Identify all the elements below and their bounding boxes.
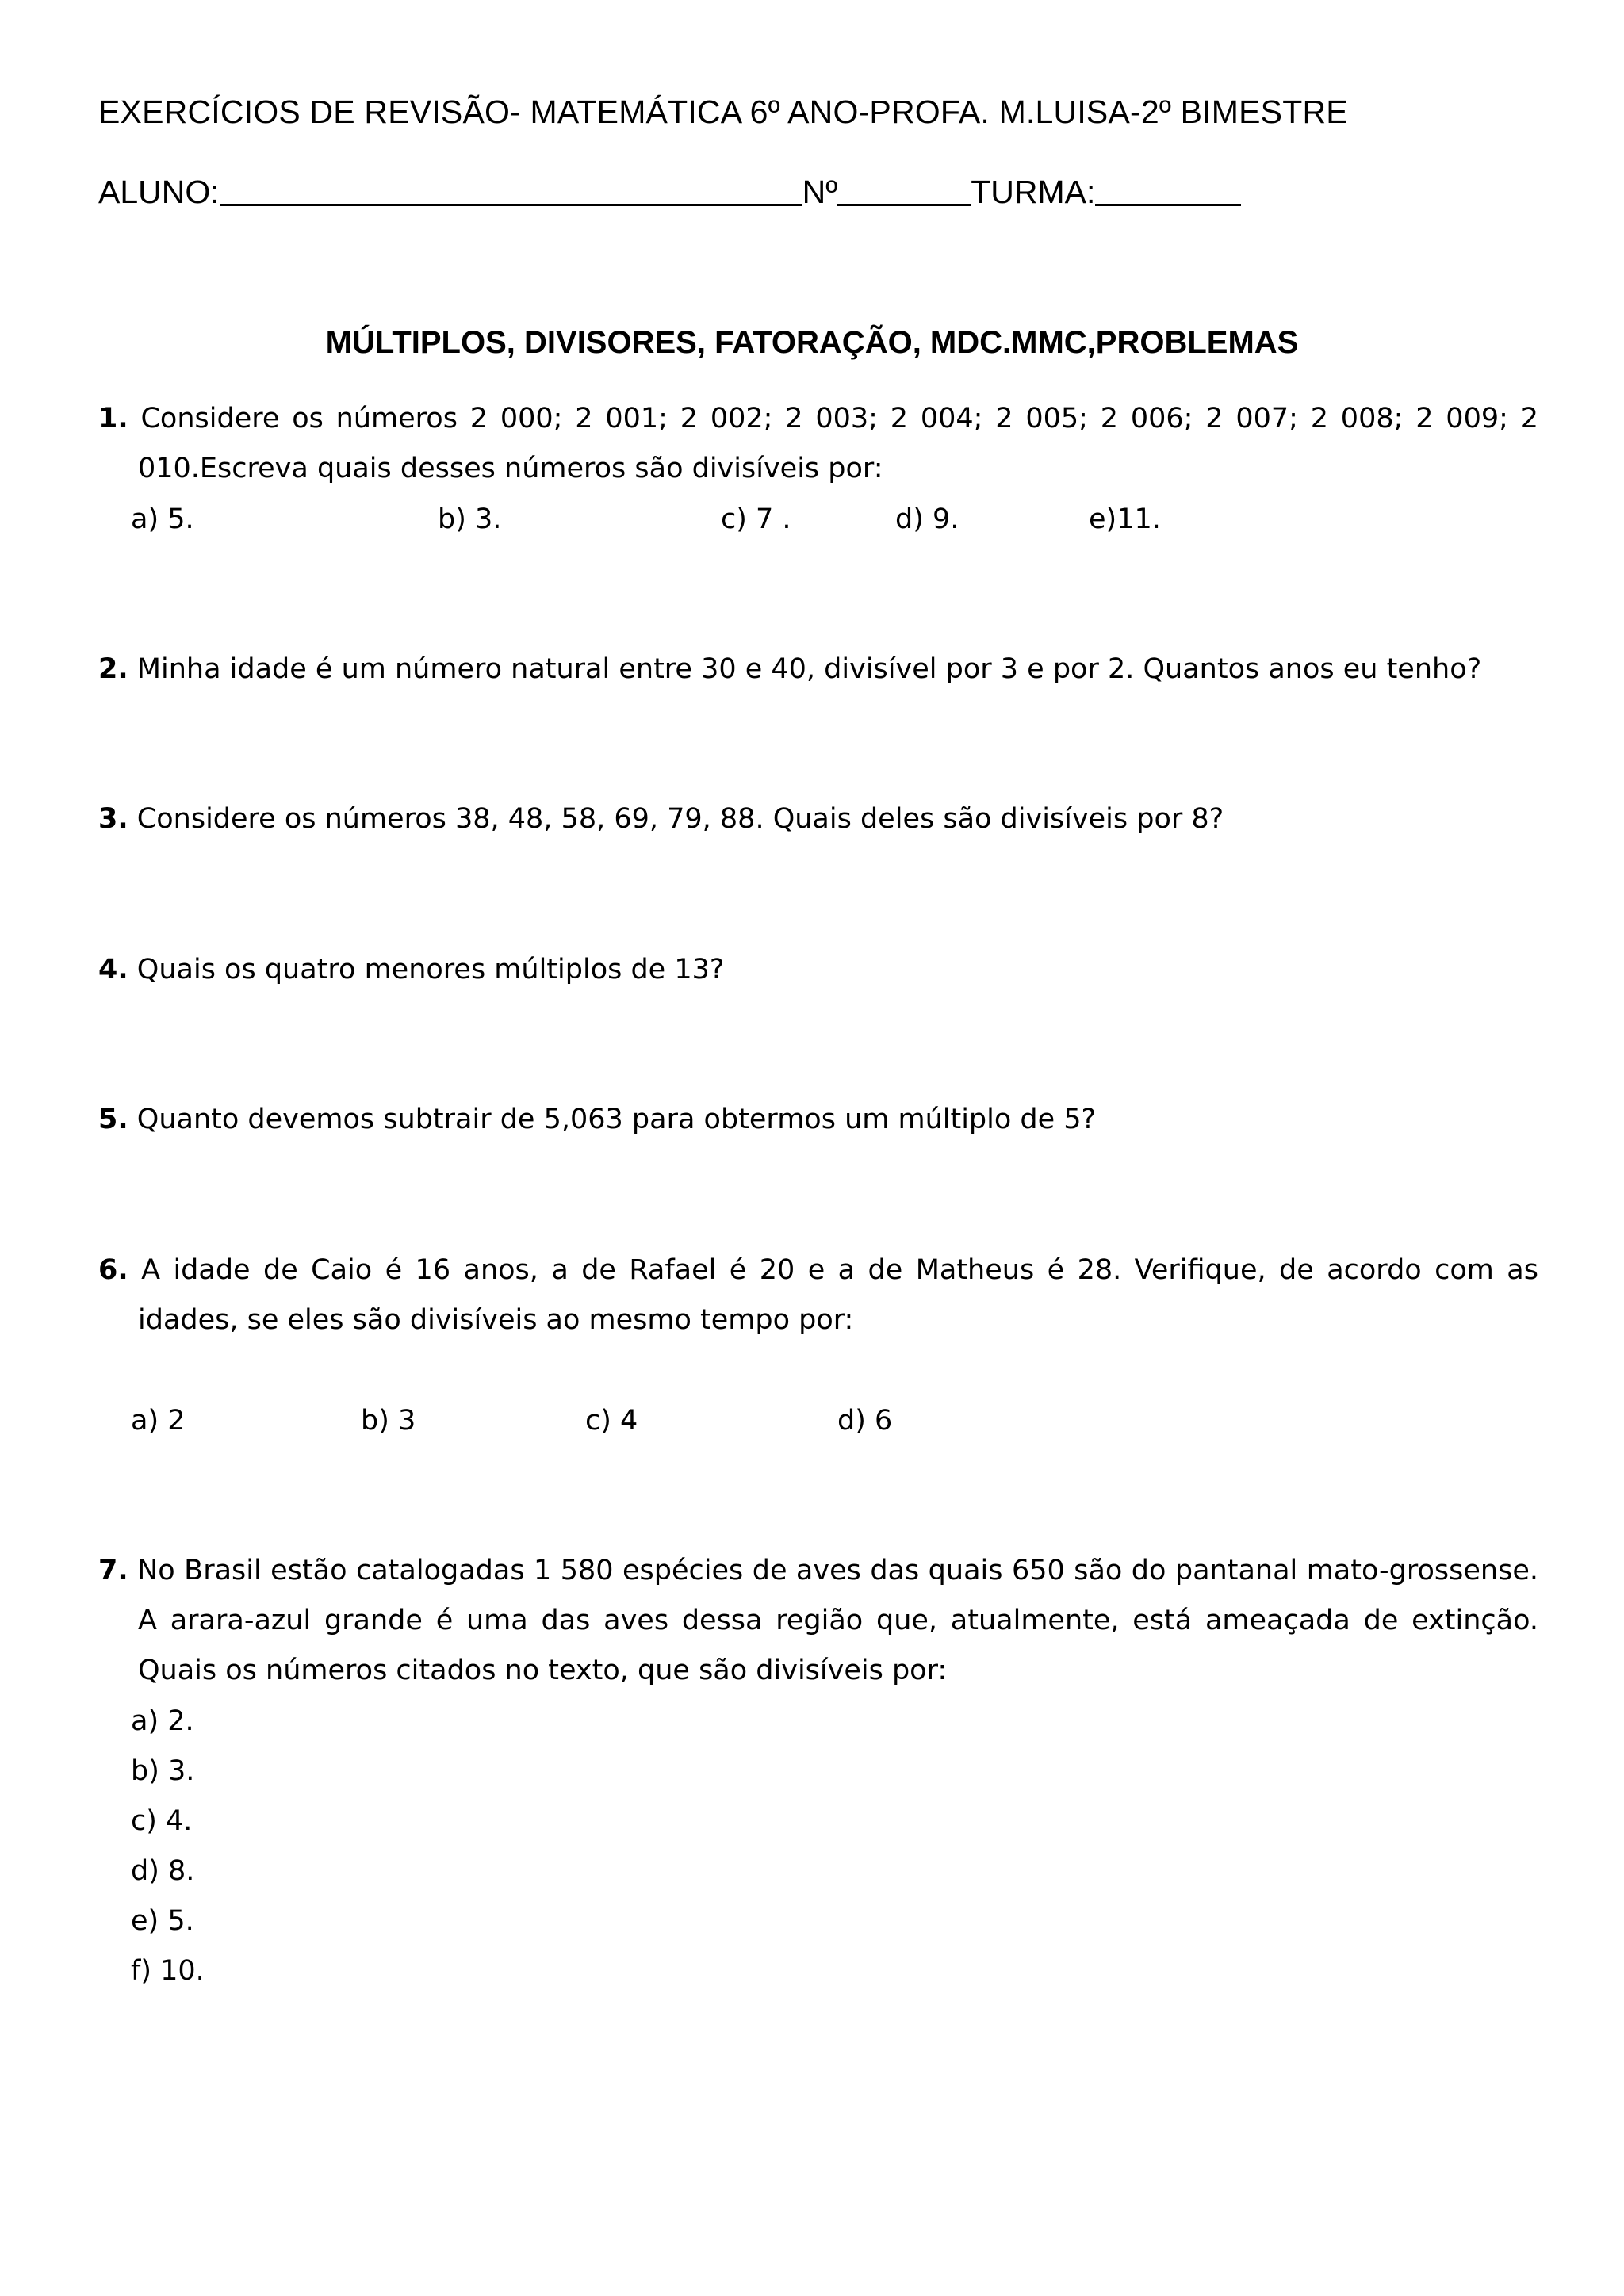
turma-label: TURMA: bbox=[971, 174, 1096, 210]
question-1 bbox=[98, 394, 1538, 494]
section-title: MÚLTIPLOS, DIVISORES, FATORAÇÃO, MDC.MMC,PROBLEMAS bbox=[325, 325, 1299, 360]
question-5 bbox=[98, 1095, 1538, 1145]
worksheet-title: EXERCÍCIOS DE REVISÃO- MATEMÁTICA 6º ANO-PROFA. M.LUISA-2º BIMESTRE bbox=[98, 94, 1348, 130]
option-c: c) 4. bbox=[131, 1805, 193, 1837]
question-4 bbox=[98, 945, 1538, 995]
question-text: Considere os números 38, 48, 58, 69, 79, 88. Quais deles são divisíveis por 8? bbox=[136, 803, 1224, 835]
option-d: d) 9. bbox=[895, 503, 959, 535]
option-e: e) 5. bbox=[131, 1905, 194, 1937]
question-6 bbox=[98, 1246, 1538, 1345]
option-b: b) 3. bbox=[131, 1755, 195, 1787]
question-number: 6. bbox=[98, 1254, 128, 1286]
question-number: 1. bbox=[98, 403, 128, 434]
question-text: Minha idade é um número natural entre 30 e 40, divisível por 3 e por 2. Quantos anos eu tenho? bbox=[136, 653, 1482, 685]
question-number: 4. bbox=[98, 954, 128, 985]
option-b: b) 3 bbox=[361, 1405, 416, 1437]
option-d: d) 8. bbox=[131, 1855, 195, 1887]
numero-label: Nº bbox=[802, 174, 838, 210]
question-text: A idade de Caio é 16 anos, a de Rafael é 20 e a de Matheus é 28. Verifique, de acordo com as idades, se eles são divisíveis ao mesmo tempo por: bbox=[138, 1254, 1538, 1336]
option-c: c) 7 . bbox=[721, 503, 791, 535]
question-number: 2. bbox=[98, 653, 128, 685]
question-text: Considere os números 2 000; 2 001; 2 002; 2 003; 2 004; 2 005; 2 006; 2 007; 2 008; 2 009; 2 010.Escreva quais desses números são divisíveis por: bbox=[138, 403, 1538, 484]
question-6-options bbox=[131, 1396, 1082, 1446]
student-info-line bbox=[98, 169, 1241, 211]
option-e: e)11. bbox=[1089, 503, 1161, 535]
question-number: 7. bbox=[98, 1555, 128, 1586]
option-b: b) 3. bbox=[438, 503, 502, 535]
question-number: 5. bbox=[98, 1104, 128, 1135]
option-c: c) 4 bbox=[585, 1405, 638, 1437]
question-text: Quanto devemos subtrair de 5,063 para obtermos um múltiplo de 5? bbox=[136, 1104, 1097, 1135]
question-2 bbox=[98, 645, 1538, 695]
numero-blank bbox=[837, 169, 971, 206]
question-number: 3. bbox=[98, 803, 128, 835]
question-1-options bbox=[131, 495, 1320, 545]
aluno-blank bbox=[220, 169, 802, 206]
question-7-options bbox=[131, 1697, 205, 1996]
turma-blank bbox=[1095, 169, 1241, 206]
question-3 bbox=[98, 794, 1538, 844]
question-7 bbox=[98, 1546, 1538, 1696]
option-a: a) 2 bbox=[131, 1405, 186, 1437]
aluno-label: ALUNO: bbox=[98, 174, 220, 210]
option-a: a) 2. bbox=[131, 1705, 194, 1737]
option-d: d) 6 bbox=[837, 1405, 893, 1437]
option-f: f) 10. bbox=[131, 1955, 205, 1987]
question-text: Quais os quatro menores múltiplos de 13? bbox=[136, 954, 725, 985]
question-text: No Brasil estão catalogadas 1 580 espécies de aves das quais 650 são do pantanal mato-grossense. A arara-azul grande é uma das aves dessa região que, atualmente, está ameaçada de extinção. Quais os números citados no texto, que são divisíveis por: bbox=[137, 1555, 1538, 1686]
option-a: a) 5. bbox=[131, 503, 194, 535]
